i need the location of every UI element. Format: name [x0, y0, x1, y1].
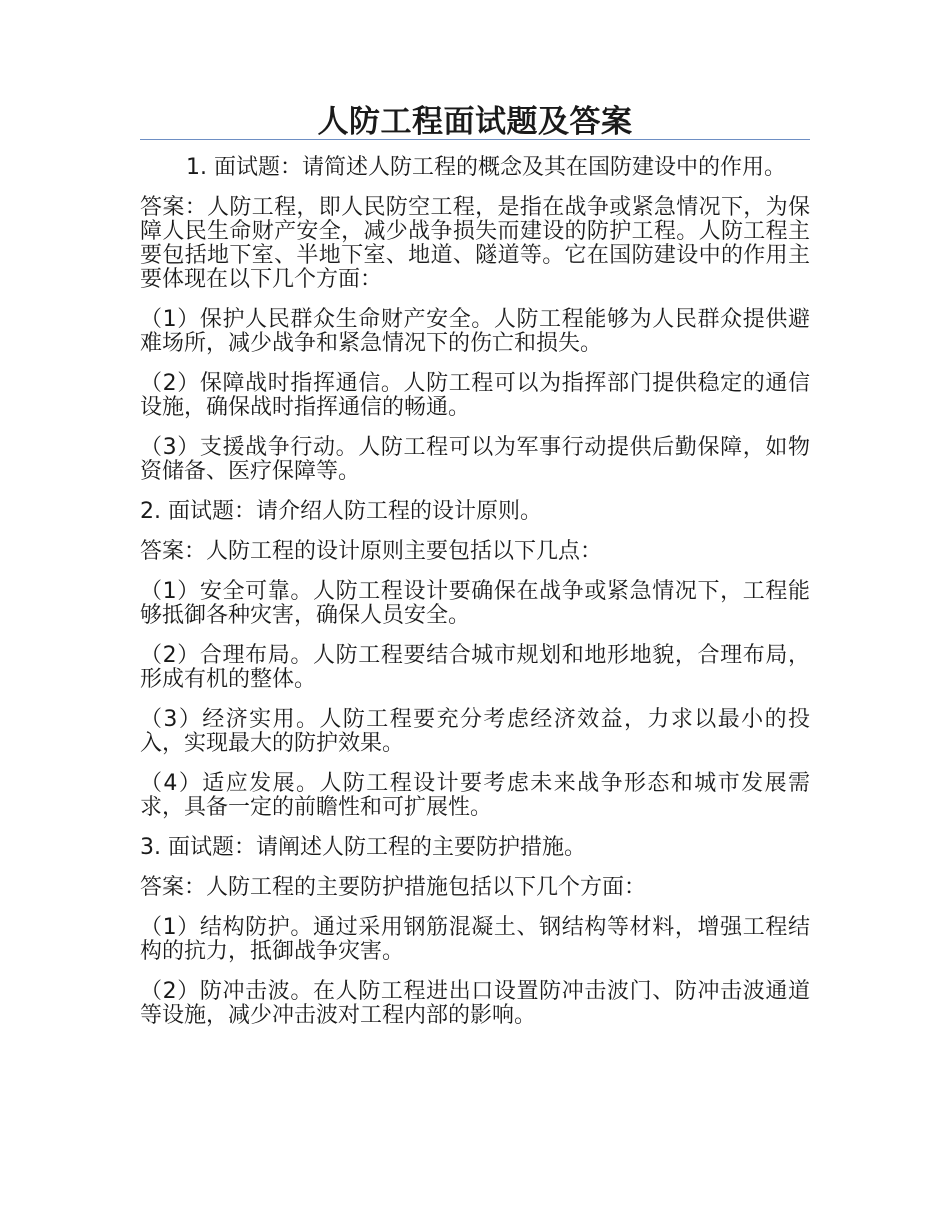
document-body [140, 156, 810, 1044]
answer-3: 答案：人防工程的主要防护措施包括以下几个方面： [140, 875, 647, 900]
answer-2-point-1: （1）安全可靠。人防工程设计要确保在战争或紧急情况下，工程能够抵御各种灾害，确保人员安全。 [140, 579, 810, 628]
answer-1-point-3: （3）支援战争行动。人防工程可以为军事行动提供后勤保障，如物资储备、医疗保障等。 [140, 435, 810, 484]
answer-2-point-3: （3）经济实用。人防工程要充分考虑经济效益，力求以最小的投入，实现最大的防护效果。 [140, 707, 810, 756]
question-2: 2. 面试题：请介绍人防工程的设计原则。 [140, 499, 542, 524]
title-underline [140, 139, 810, 140]
answer-2-point-2: （2）合理布局。人防工程要结合城市规划和地形地貌，合理布局，形成有机的整体。 [140, 643, 810, 692]
answer-3-point-2: （2）防冲击波。在人防工程进出口设置防冲击波门、防冲击波通道等设施，减少冲击波对工程内部的影响。 [140, 979, 810, 1028]
answer-1: 答案：人防工程，即人民防空工程，是指在战争或紧急情况下，为保障人民生命财产安全，减少战争损失而建设的防护工程。人防工程主要包括地下室、半地下室、地道、隧道等。它在国防建设中的作用主要体现在以下几个方面： [140, 195, 810, 292]
answer-1-point-2: （2）保障战时指挥通信。人防工程可以为指挥部门提供稳定的通信设施，确保战时指挥通信的畅通。 [140, 371, 810, 420]
question-3: 3. 面试题：请阐述人防工程的主要防护措施。 [140, 835, 586, 860]
answer-1-point-1: （1）保护人民群众生命财产安全。人防工程能够为人民群众提供避难场所，减少战争和紧急情况下的伤亡和损失。 [140, 307, 810, 356]
question-1: 1. 面试题：请简述人防工程的概念及其在国防建设中的作用。 [186, 155, 786, 180]
answer-3-point-1: （1）结构防护。通过采用钢筋混凝土、钢结构等材料，增强工程结构的抗力，抵御战争灾害。 [140, 915, 810, 964]
page-title: 人防工程面试题及答案 [317, 104, 633, 140]
answer-2-point-4: （4）适应发展。人防工程设计要考虑未来战争形态和城市发展需求，具备一定的前瞻性和可扩展性。 [140, 771, 810, 820]
answer-2: 答案：人防工程的设计原则主要包括以下几点： [140, 539, 603, 564]
